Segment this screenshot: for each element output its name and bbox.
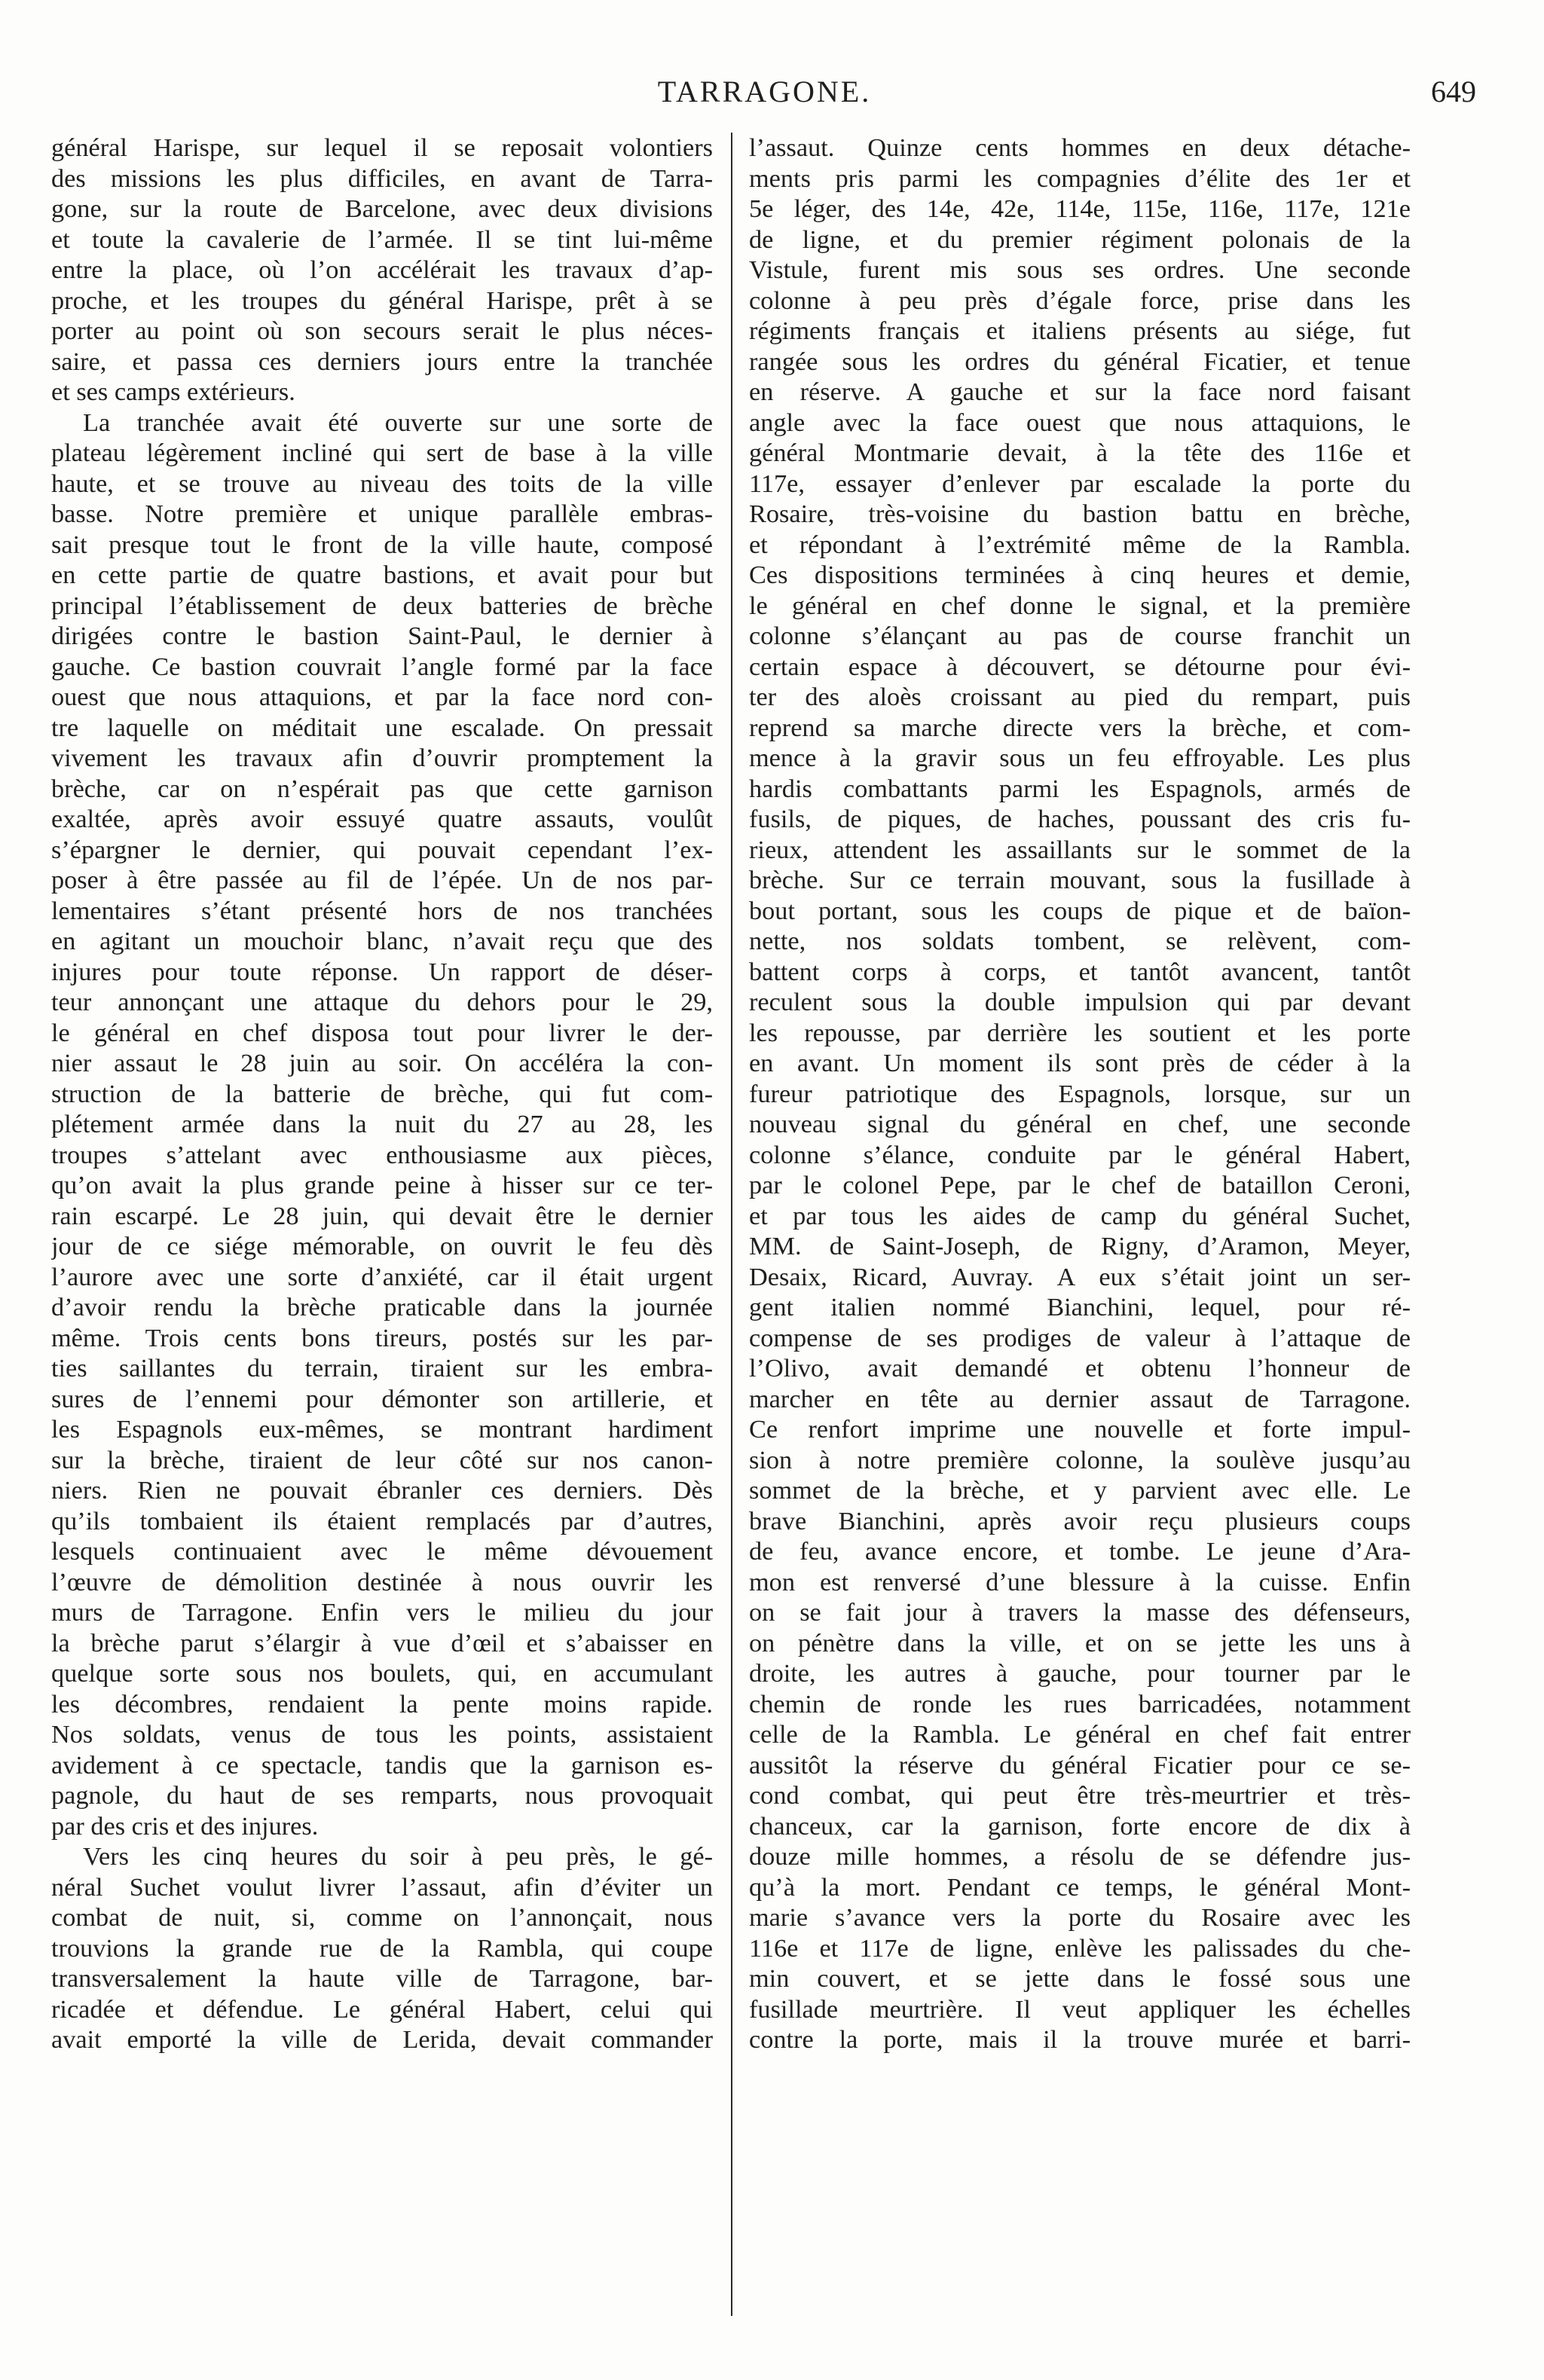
text-line: ter des aloès croissant au pied du rempart, puis <box>749 683 1411 711</box>
page-header <box>53 74 1476 119</box>
text-line: sur la brèche, tiraient de leur côté sur nos canon- <box>51 1445 713 1474</box>
text-line: on pénètre dans la ville, et on se jette les uns à <box>749 1628 1411 1657</box>
text-line: le général en chef donne le signal, et la première <box>749 591 1411 620</box>
text-line: principal l’établissement de deux batteries de brèche <box>51 591 713 620</box>
text-line: les Espagnols eux-mêmes, se montrant hardiment <box>51 1415 713 1444</box>
text-line: général Montmarie devait, à la tête des 116e et <box>749 438 1411 467</box>
text-line: on se fait jour à travers la masse des défenseurs, <box>749 1598 1411 1627</box>
text-line: fureur patriotique des Espagnols, lorsque, sur un <box>749 1079 1411 1108</box>
running-title: TARRAGONE. <box>657 75 872 108</box>
text-line: teur annonçant une attaque du dehors pour le 29, <box>51 988 713 1016</box>
text-line: gauche. Ce bastion couvrait l’angle formé par la face <box>51 652 713 681</box>
text-line: Ce renfort imprime une nouvelle et forte impul- <box>749 1415 1411 1444</box>
text-line: Vers les cinq heures du soir à peu près, le gé- <box>83 1842 713 1871</box>
text-line: et ses camps extérieurs. <box>51 377 295 406</box>
text-line: saire, et passa ces derniers jours entre la tranchée <box>51 347 713 376</box>
page-number: 649 <box>1431 75 1476 108</box>
text-line: par des cris et des injures. <box>51 1811 319 1841</box>
text-line: gent italien nommé Bianchini, lequel, pour ré- <box>749 1293 1411 1321</box>
text-line: MM. de Saint-Joseph, de Rigny, d’Aramon, Meyer, <box>749 1232 1411 1260</box>
text-line: injures pour toute réponse. Un rapport de déser- <box>51 957 713 986</box>
column-divider <box>731 133 732 2316</box>
text-line: avait emporté la ville de Lerida, devait commander <box>51 2025 713 2054</box>
text-line: l’œuvre de démolition destinée à nous ouvrir les <box>51 1567 713 1596</box>
text-line: 5e léger, des 14e, 42e, 114e, 115e, 116e, 117e, 121e <box>749 194 1411 223</box>
text-line: compense de ses prodiges de valeur à l’attaque de <box>749 1323 1411 1352</box>
text-line: rieux, attendent les assaillants sur le sommet de la <box>749 835 1411 864</box>
text-line: et par tous les aides de camp du général Suchet, <box>749 1201 1411 1230</box>
text-line: lesquels continuaient avec le même dévouement <box>51 1537 713 1566</box>
text-line: brave Bianchini, après avoir reçu plusieurs coups <box>749 1506 1411 1535</box>
text-line: hardis combattants parmi les Espagnols, armés de <box>749 774 1411 803</box>
text-line: général Harispe, sur lequel il se reposait volontiers <box>51 133 713 162</box>
text-line: contre la porte, mais il la trouve murée et barri- <box>749 2025 1411 2054</box>
text-line: murs de Tarragone. Enfin vers le milieu du jour <box>51 1598 713 1627</box>
text-line: et répondant à l’extrémité même de la Rambla. <box>749 530 1411 559</box>
text-line: La tranchée avait été ouverte sur une sorte de <box>83 408 713 437</box>
text-line: Vistule, furent mis sous ses ordres. Une seconde <box>749 255 1411 284</box>
text-line: s’épargner le dernier, qui pouvait cependant l’ex- <box>51 835 713 864</box>
text-line: lementaires s’étant présenté hors de nos tranchées <box>51 896 713 925</box>
text-line: mon est renversé d’une blessure à la cuisse. Enfin <box>749 1567 1411 1596</box>
text-line: exaltée, après avoir essuyé quatre assauts, voulût <box>51 805 713 833</box>
text-line: qu’on avait la plus grande peine à hisser sur ce ter- <box>51 1171 713 1199</box>
text-line: Ces dispositions terminées à cinq heures et demie, <box>749 561 1411 589</box>
text-line: colonne s’élançant au pas de course franchit un <box>749 622 1411 650</box>
text-line: colonne s’élance, conduite par le général Habert, <box>749 1140 1411 1169</box>
text-line: dirigées contre le bastion Saint-Paul, le dernier à <box>51 622 713 650</box>
text-line: 117e, essayer d’enlever par escalade la porte du <box>749 469 1411 498</box>
text-line: ouest que nous attaquions, et par la face nord con- <box>51 683 713 711</box>
text-line: de ligne, et du premier régiment polonais de la <box>749 225 1411 254</box>
text-line: l’Olivo, avait demandé et obtenu l’honneur de <box>749 1354 1411 1382</box>
text-line: marie s’avance vers la porte du Rosaire avec les <box>749 1903 1411 1932</box>
text-line: reprend sa marche directe vers la brèche, et com- <box>749 713 1411 742</box>
text-line: gone, sur la route de Barcelone, avec deux divisions <box>51 194 713 223</box>
text-line: en avant. Un moment ils sont près de céder à la <box>749 1049 1411 1077</box>
text-line: Rosaire, très-voisine du bastion battu en brèche, <box>749 500 1411 528</box>
text-line: ments pris parmi les compagnies d’élite des 1er et <box>749 163 1411 193</box>
text-line: jour de ce siége mémorable, on ouvrit le feu dès <box>51 1232 713 1260</box>
text-line: combat de nuit, si, comme on l’annonçait, nous <box>51 1903 713 1932</box>
text-line: des missions les plus difficiles, en avant de Tarra- <box>51 163 713 193</box>
text-line: troupes s’attelant avec enthousiasme aux pièces, <box>51 1140 713 1169</box>
text-line: qu’à la mort. Pendant ce temps, le général Mont- <box>749 1872 1411 1902</box>
text-line: min couvert, et se jette dans le fossé sous une <box>749 1964 1411 1993</box>
text-line: plateau légèrement incliné qui sert de base à la ville <box>51 438 713 467</box>
text-line: régiments français et italiens présents au siége, fut <box>749 316 1411 345</box>
text-line: ties saillantes du terrain, tiraient sur les embra- <box>51 1354 713 1382</box>
text-line: avidement à ce spectacle, tandis que la garnison es- <box>51 1750 713 1780</box>
text-line: chanceux, car la garnison, forte encore de dix à <box>749 1811 1411 1841</box>
text-line: sion à notre première colonne, la soulève jusqu’au <box>749 1445 1411 1474</box>
text-line: poser à être passée au fil de l’épée. Un de nos par- <box>51 866 713 894</box>
text-line: basse. Notre première et unique parallèle embras- <box>51 500 713 528</box>
text-line: 116e et 117e de ligne, enlève les palissades du che- <box>749 1933 1411 1963</box>
text-line: sait presque tout le front de la ville haute, composé <box>51 530 713 559</box>
text-line: quelque sorte sous nos boulets, qui, en accumulant <box>51 1659 713 1688</box>
text-line: tre laquelle on méditait une escalade. On pressait <box>51 713 713 742</box>
text-line: plétement armée dans la nuit du 27 au 28, les <box>51 1110 713 1138</box>
text-line: bout portant, sous les coups de pique et de baïon- <box>749 896 1411 925</box>
text-line: néral Suchet voulut livrer l’assaut, afin d’éviter un <box>51 1872 713 1902</box>
text-line: l’aurore avec une sorte d’anxiété, car il était urgent <box>51 1262 713 1291</box>
text-line: porter au point où son secours serait le plus néces- <box>51 316 713 345</box>
text-line: nier assaut le 28 juin au soir. On accéléra la con- <box>51 1049 713 1077</box>
text-line: et toute la cavalerie de l’armée. Il se tint lui-même <box>51 225 713 254</box>
text-line: la brèche parut s’élargir à vue d’œil et s’abaisser en <box>51 1628 713 1657</box>
text-line: certain espace à découvert, se détourne pour évi- <box>749 652 1411 681</box>
text-line: mence à la gravir sous un feu effroyable. Les plus <box>749 744 1411 772</box>
text-line: sures de l’ennemi pour démonter son artillerie, et <box>51 1384 713 1413</box>
text-line: cond combat, qui peut être très-meurtrier et très- <box>749 1781 1411 1810</box>
text-line: le général en chef disposa tout pour livrer le der- <box>51 1018 713 1047</box>
text-line: proche, et les troupes du général Harispe, prêt à se <box>51 286 713 315</box>
text-line: entre la place, où l’on accélérait les travaux d’ap- <box>51 255 713 284</box>
text-line: l’assaut. Quinze cents hommes en deux détache- <box>749 133 1411 162</box>
text-line: reculent sous la double impulsion qui par devant <box>749 988 1411 1016</box>
text-line: struction de la batterie de brèche, qui fut com- <box>51 1079 713 1108</box>
text-line: rangée sous les ordres du général Ficatier, et tenue <box>749 347 1411 376</box>
text-line: trouvions la grande rue de la Rambla, qui coupe <box>51 1933 713 1963</box>
text-line: droite, les autres à gauche, pour tourner par le <box>749 1659 1411 1688</box>
text-line: niers. Rien ne pouvait ébranler ces derniers. Dès <box>51 1476 713 1505</box>
text-line: Desaix, Ricard, Auvray. A eux s’était joint un ser- <box>749 1262 1411 1291</box>
text-line: en cette partie de quatre bastions, et avait pour but <box>51 561 713 589</box>
text-line: en réserve. A gauche et sur la face nord faisant <box>749 377 1411 406</box>
text-line: d’avoir rendu la brèche praticable dans la journée <box>51 1293 713 1321</box>
text-line: qu’ils tombaient ils étaient remplacés par d’autres, <box>51 1506 713 1535</box>
text-line: marcher en tête au dernier assaut de Tarragone. <box>749 1384 1411 1413</box>
text-line: en agitant un mouchoir blanc, n’avait reçu que des <box>51 927 713 955</box>
text-line: les décombres, rendaient la pente moins rapide. <box>51 1689 713 1719</box>
right-text-column <box>749 133 1411 2055</box>
text-line: par le colonel Pepe, par le chef de bataillon Ceroni, <box>749 1171 1411 1199</box>
text-line: battent corps à corps, et tantôt avancent, tantôt <box>749 957 1411 986</box>
text-line: sommet de la brèche, et y parvient avec elle. Le <box>749 1476 1411 1505</box>
text-line: aussitôt la réserve du général Ficatier pour ce se- <box>749 1750 1411 1780</box>
text-line: celle de la Rambla. Le général en chef fait entrer <box>749 1720 1411 1749</box>
text-line: rain escarpé. Le 28 juin, qui devait être le dernier <box>51 1201 713 1230</box>
text-line: fusils, de piques, de haches, poussant des cris fu- <box>749 805 1411 833</box>
text-line: transversalement la haute ville de Tarragone, bar- <box>51 1964 713 1993</box>
text-line: nouveau signal du général en chef, une seconde <box>749 1110 1411 1138</box>
text-line: ricadée et défendue. Le général Habert, celui qui <box>51 1994 713 2024</box>
text-line: Nos soldats, venus de tous les points, assistaient <box>51 1720 713 1749</box>
text-line: douze mille hommes, a résolu de se défendre jus- <box>749 1842 1411 1871</box>
text-line: pagnole, du haut de ses remparts, nous provoquait <box>51 1781 713 1810</box>
text-line: brèche. Sur ce terrain mouvant, sous la fusillade à <box>749 866 1411 894</box>
text-line: nette, nos soldats tombent, se relèvent, com- <box>749 927 1411 955</box>
text-line: colonne à peu près d’égale force, prise dans les <box>749 286 1411 315</box>
text-line: chemin de ronde les rues barricadées, notamment <box>749 1689 1411 1719</box>
text-line: fusillade meurtrière. Il veut appliquer les échelles <box>749 1994 1411 2024</box>
text-line: même. Trois cents bons tireurs, postés sur les par- <box>51 1323 713 1352</box>
text-line: les repousse, par derrière les soutient et les porte <box>749 1018 1411 1047</box>
left-text-column <box>51 133 713 2055</box>
text-line: de feu, avance encore, et tombe. Le jeune d’Ara- <box>749 1537 1411 1566</box>
text-line: haute, et se trouve au niveau des toits de la ville <box>51 469 713 498</box>
text-line: angle avec la face ouest que nous attaquions, le <box>749 408 1411 437</box>
text-line: vivement les travaux afin d’ouvrir promptement la <box>51 744 713 772</box>
text-line: brèche, car on n’espérait pas que cette garnison <box>51 774 713 803</box>
